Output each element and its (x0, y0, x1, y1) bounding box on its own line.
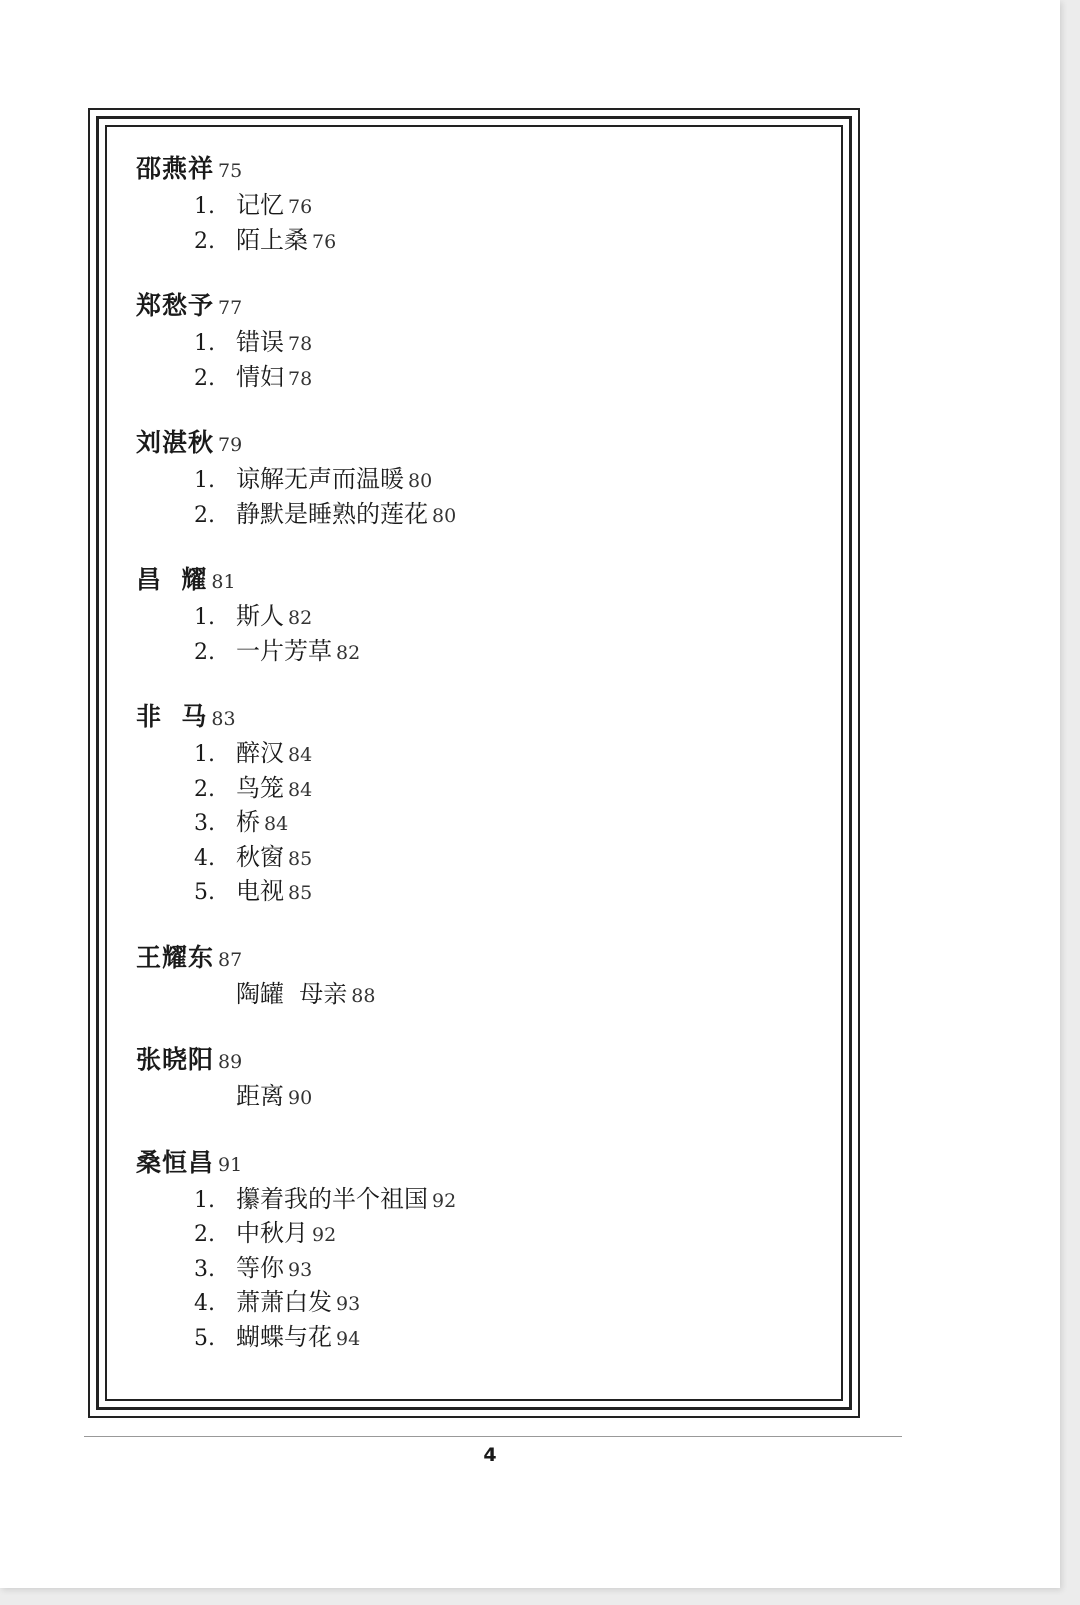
author-page-number: 75 (218, 160, 243, 182)
entry-number: 5. (194, 1325, 215, 1351)
entry-title: 鸟笼 (236, 773, 284, 802)
author-heading[interactable] (136, 424, 816, 462)
entry-page-number: 78 (288, 333, 313, 355)
author-page-number: 89 (218, 1051, 243, 1073)
toc-entry[interactable] (236, 977, 816, 1012)
entry-title: 陶罐 母亲 (236, 979, 348, 1008)
entry-number: 2. (194, 502, 215, 528)
author-name: 刘湛秋 (136, 428, 215, 457)
toc-entry[interactable] (136, 360, 816, 395)
entry-title: 蝴蝶与花 (236, 1322, 332, 1351)
entry-number: 3. (194, 1256, 215, 1282)
author-name: 昌 耀 (136, 565, 208, 594)
toc-section (136, 698, 816, 909)
author-name: 非 马 (136, 702, 208, 731)
entry-page-number: 85 (288, 847, 313, 870)
entry-number: 1. (194, 468, 215, 493)
toc-section (136, 939, 816, 1012)
entry-title: 距离 (236, 1082, 284, 1110)
entry-title: 醉汉 (236, 739, 284, 767)
entry-number: 3. (194, 811, 215, 836)
entry-number: 2. (194, 228, 215, 254)
author-heading[interactable] (136, 1144, 816, 1182)
toc-entry[interactable] (136, 1320, 816, 1355)
entry-number: 1. (194, 194, 215, 219)
entry-title: 桥 (236, 808, 260, 836)
footer-page-number: 4 (483, 1444, 497, 1466)
entry-title: 一片芳草 (236, 636, 332, 665)
author-heading[interactable] (136, 1041, 816, 1079)
toc-section (136, 561, 816, 668)
table-of-contents (136, 150, 816, 1384)
entry-title: 静默是睡熟的莲花 (236, 499, 428, 528)
author-name: 邵燕祥 (136, 154, 215, 183)
toc-entry[interactable] (136, 223, 816, 258)
toc-entry[interactable] (136, 1285, 816, 1320)
toc-entry[interactable] (136, 771, 816, 806)
entry-title: 谅解无声而温暖 (236, 465, 404, 493)
author-name: 桑恒昌 (136, 1147, 215, 1177)
entry-page-number: 84 (264, 813, 289, 835)
author-heading[interactable] (136, 150, 816, 188)
entry-title: 电视 (236, 877, 284, 905)
entry-page-number: 84 (288, 778, 313, 801)
entry-title: 陌上桑 (236, 225, 308, 254)
toc-entry[interactable] (136, 1182, 816, 1217)
footer-divider (84, 1436, 902, 1437)
author-heading[interactable] (136, 287, 816, 325)
entry-page-number: 82 (288, 607, 313, 629)
author-page-number: 83 (211, 708, 236, 730)
entry-number: 2. (194, 365, 215, 391)
author-heading[interactable] (136, 939, 816, 977)
entry-page-number: 85 (288, 882, 313, 904)
toc-entry[interactable] (136, 462, 816, 497)
entry-page-number: 92 (312, 1224, 337, 1246)
author-heading[interactable] (136, 561, 816, 599)
entry-page-number: 92 (432, 1189, 457, 1212)
entry-page-number: 76 (288, 196, 313, 218)
entry-page-number: 82 (336, 641, 361, 664)
author-name: 王耀东 (136, 942, 215, 972)
entry-title: 攥着我的半个祖国 (236, 1184, 428, 1213)
entry-page-number: 76 (312, 230, 337, 253)
entry-title: 斯人 (236, 602, 284, 630)
entry-page-number: 88 (351, 984, 376, 1007)
toc-section (136, 1041, 816, 1114)
entry-page-number: 94 (336, 1327, 361, 1350)
entry-page-number: 80 (432, 504, 457, 527)
toc-entry[interactable] (136, 840, 816, 875)
entry-number: 5. (194, 880, 215, 905)
author-page-number: 79 (218, 434, 243, 456)
toc-entry[interactable] (136, 805, 816, 840)
entry-page-number: 93 (288, 1258, 313, 1281)
toc-section (136, 150, 816, 257)
entry-number: 4. (194, 1291, 215, 1316)
author-page-number: 91 (218, 1153, 243, 1176)
entry-title: 情妇 (236, 362, 284, 391)
entry-title: 萧萧白发 (236, 1288, 332, 1316)
entry-page-number: 84 (288, 744, 313, 766)
author-page-number: 81 (211, 571, 236, 593)
entry-title: 记忆 (236, 191, 284, 219)
entry-page-number: 93 (336, 1293, 361, 1315)
toc-entry[interactable] (236, 1079, 816, 1114)
toc-entry[interactable] (136, 497, 816, 532)
author-name: 张晓阳 (136, 1045, 215, 1074)
toc-entry[interactable] (136, 325, 816, 360)
entry-title: 等你 (236, 1253, 284, 1282)
entry-title: 中秋月 (236, 1219, 308, 1247)
entry-title: 错误 (236, 328, 284, 356)
toc-entry[interactable] (136, 1216, 816, 1251)
entry-number: 1. (194, 742, 215, 767)
entry-number: 2. (194, 776, 215, 802)
entry-page-number: 78 (288, 367, 313, 390)
entry-page-number: 80 (408, 470, 433, 492)
entry-number: 1. (194, 1187, 215, 1213)
entry-title: 秋窗 (236, 842, 284, 871)
author-page-number: 77 (218, 297, 243, 319)
toc-entry[interactable] (136, 874, 816, 909)
entry-number: 1. (194, 605, 215, 630)
author-name: 郑愁予 (136, 291, 215, 320)
toc-entry[interactable] (136, 599, 816, 634)
toc-section (136, 1144, 816, 1355)
entry-number: 1. (194, 331, 215, 356)
toc-entry[interactable] (136, 634, 816, 669)
entry-number: 2. (194, 639, 215, 665)
author-page-number: 87 (218, 948, 243, 971)
toc-entry[interactable] (136, 1251, 816, 1286)
entry-page-number: 90 (288, 1087, 313, 1109)
author-heading[interactable] (136, 698, 816, 736)
entry-number: 2. (194, 1222, 215, 1247)
toc-entry[interactable] (136, 736, 816, 771)
toc-section (136, 287, 816, 394)
toc-entry[interactable] (136, 188, 816, 223)
entry-number: 4. (194, 845, 215, 871)
toc-section (136, 424, 816, 531)
